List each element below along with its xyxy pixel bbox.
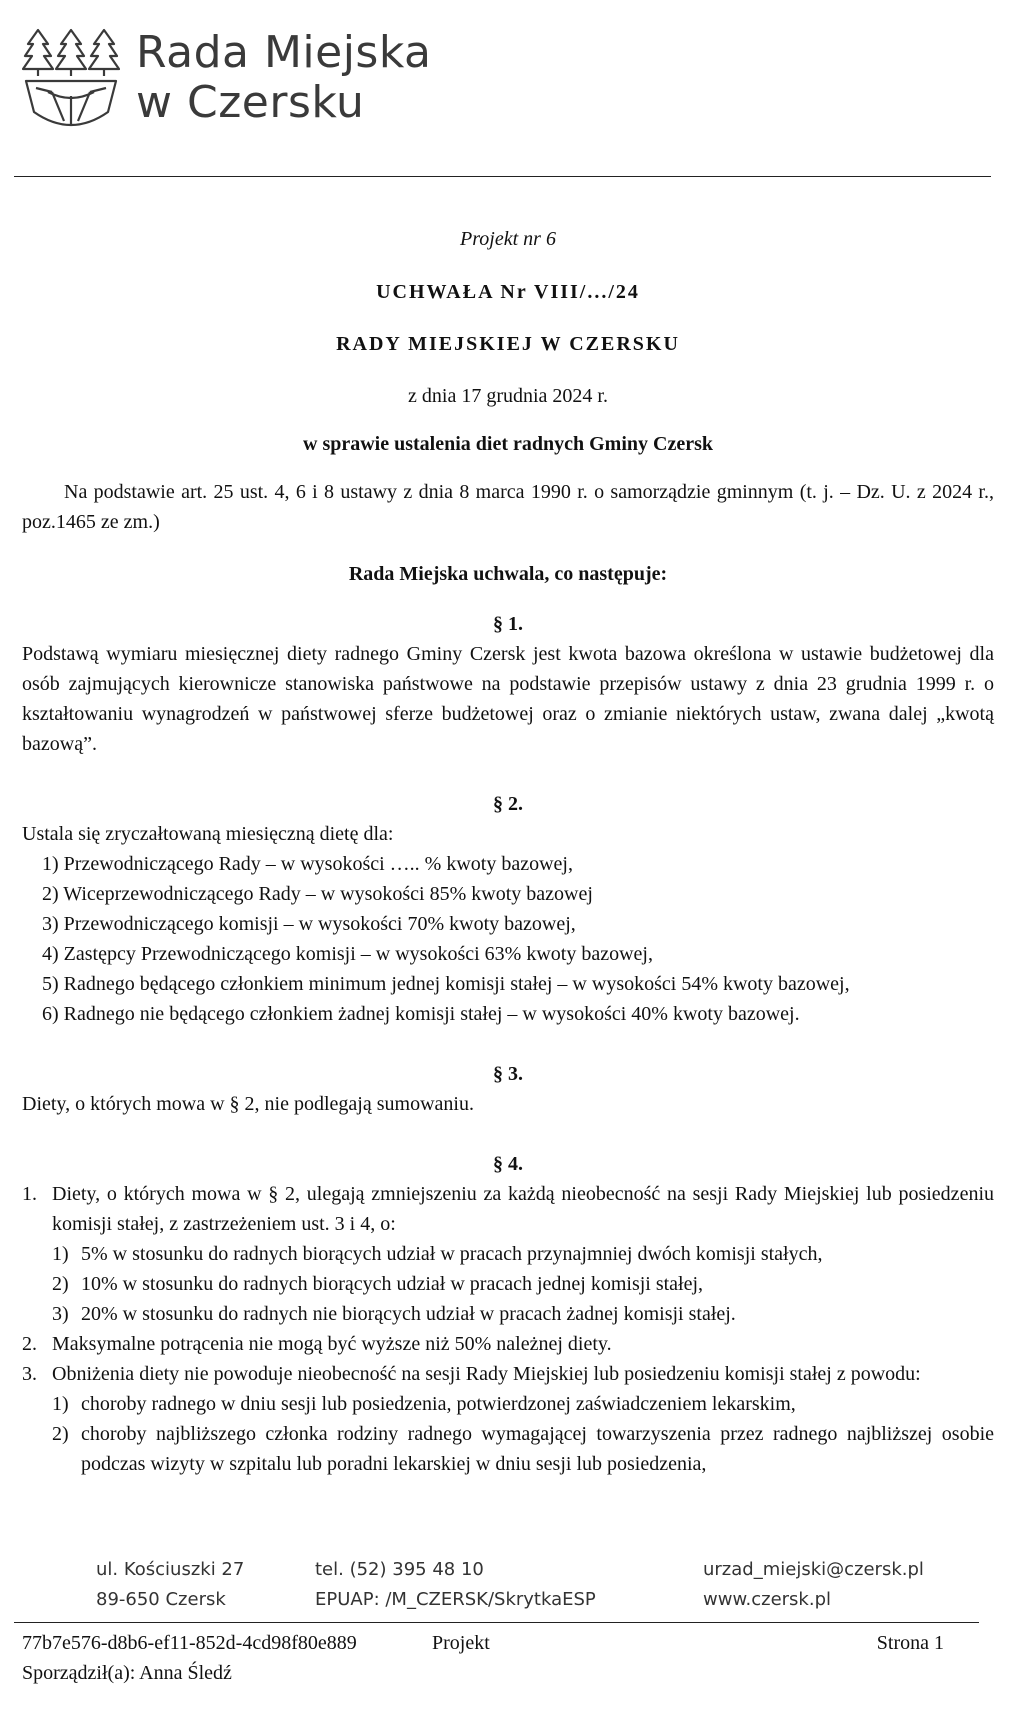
sub-item-text: choroby radnego w dniu sesji lub posiedzenia, potwierdzonej zaświadczeniem lekarskim, <box>81 1393 796 1415</box>
list-item: 4) Zastępcy Przewodniczącego komisji – w wysokości 63% kwoty bazowej, <box>42 943 653 965</box>
website-link[interactable]: www.czersk.pl <box>703 1589 832 1610</box>
project-number: Projekt nr 6 <box>460 228 556 250</box>
sub-list <box>22 1239 994 1329</box>
sub-item-text: choroby najbliższego członka rodziny radnego wymagającej towarzyszenia przez radnego najbliższej osobie podczas wizyty w szpitalu lub poradni lekarskiej w dniu sesji lub posiedzenia, <box>81 1423 994 1475</box>
sub-item-text: 20% w stosunku do radnych nie biorących udział w pracach żadnej komisji stałej. <box>81 1303 736 1325</box>
diet-rates-list <box>22 849 994 1029</box>
legal-basis: Na podstawie art. 25 ust. 4, 6 i 8 ustawy z dnia 8 marca 1990 r. o samorządzie gminnym (t. j. – Dz. U. z 2024 r., poz.1465 ze zm.) <box>22 481 994 533</box>
document-author: Sporządził(a): Anna Śledź <box>22 1662 232 1684</box>
list-item: 6) Radnego nie będącego członkiem żadnej komisji stałej – w wysokości 40% kwoty bazowej. <box>42 1003 800 1025</box>
sub-item-number: 2) <box>52 1423 69 1445</box>
section-2-heading: § 2. <box>493 793 523 815</box>
section-1-heading: § 1. <box>493 613 523 635</box>
czersk-crest-logo <box>22 26 120 131</box>
sub-list <box>22 1389 994 1479</box>
logo-line-1: Rada Miejska <box>136 27 432 78</box>
sub-item <box>22 1419 994 1479</box>
item-text: Diety, o których mowa w § 2, ulegają zmniejszeniu za każdą nieobecność na sesji Rady Miejskiej lub posiedzeniu komisji stałej, z zastrzeżeniem ust. 3 i 4, o: <box>52 1183 994 1235</box>
item-number: 1. <box>22 1183 37 1205</box>
document-id: 77b7e576-d8b6-ef11-852d-4cd98f80e889 <box>22 1632 357 1654</box>
sub-item-text: 10% w stosunku do radnych biorących udział w pracach jednej komisji stałej, <box>81 1273 704 1295</box>
list-item: 2) Wiceprzewodniczącego Rady – w wysokości 85% kwoty bazowej <box>42 883 593 905</box>
footer-web <box>703 1555 924 1615</box>
item-number: 3. <box>22 1363 37 1385</box>
sub-item <box>22 1239 994 1269</box>
section-4-list <box>22 1179 994 1479</box>
phone-number: tel. (52) 395 48 10 <box>315 1559 484 1580</box>
footer-contact-info <box>96 1555 976 1615</box>
list-item: 5) Radnego będącego członkiem minimum jednej komisji stałej – w wysokości 54% kwoty bazowej, <box>42 973 850 995</box>
section-1-text: Podstawą wymiaru miesięcznej diety radnego Gminy Czersk jest kwota bazowa określona w ustawie budżetowej dla osób zajmujących kierownicze stanowiska państwowe na podstawie przepisów ustawy z dnia 23 grudnia 1999 r. o kształtowaniu wynagrodzeń w państwowej sferze budżetowej oraz o zmianie niektórych ustaw, zwana dalej „kwotą bazową”. <box>22 643 994 755</box>
section-3-text: Diety, o których mowa w § 2, nie podlegają sumowaniu. <box>22 1093 474 1115</box>
section-2-intro: Ustala się zryczałtowaną miesięczną dietę dla: <box>22 823 394 845</box>
section-3-heading: § 3. <box>493 1063 523 1085</box>
sub-item-number: 1) <box>52 1243 69 1265</box>
resolution-issuer: RADY MIEJSKIEJ W CZERSKU <box>336 333 680 355</box>
page-number: Strona 1 <box>876 1632 944 1654</box>
epuap-address: EPUAP: /M_CZERSK/SkrytkaESP <box>315 1589 596 1610</box>
logo-line-2: w Czersku <box>136 77 365 128</box>
sub-item-number: 2) <box>52 1273 69 1295</box>
document-status: Projekt <box>432 1632 490 1654</box>
sub-item-number: 3) <box>52 1303 69 1325</box>
sub-item <box>22 1269 994 1299</box>
resolves-statement: Rada Miejska uchwala, co następuje: <box>348 563 668 585</box>
list-item <box>22 1179 994 1329</box>
item-text: Maksymalne potrącenia nie mogą być wyższe niż 50% należnej diety. <box>52 1333 612 1355</box>
item-text: Obniżenia diety nie powoduje nieobecność na sesji Rady Miejskiej lub posiedzeniu komisji stałej z powodu: <box>52 1363 921 1385</box>
list-item: 1) Przewodniczącego Rady – w wysokości ….. % kwoty bazowej, <box>42 853 573 875</box>
resolution-date: z dnia 17 grudnia 2024 r. <box>408 385 608 407</box>
list-item <box>22 1329 994 1359</box>
sub-item <box>22 1299 994 1329</box>
sub-item-number: 1) <box>52 1393 69 1415</box>
footer-phone-epuap <box>315 1555 596 1615</box>
header-divider <box>14 176 991 177</box>
footer-divider <box>14 1622 979 1623</box>
letterhead <box>22 26 982 131</box>
address-city: 89-650 Czersk <box>96 1589 226 1610</box>
item-number: 2. <box>22 1333 37 1355</box>
footer-address <box>96 1555 244 1615</box>
address-street: ul. Kościuszki 27 <box>96 1559 245 1580</box>
list-item: 3) Przewodniczącego komisji – w wysokości 70% kwoty bazowej, <box>42 913 576 935</box>
list-item <box>22 1359 994 1479</box>
resolution-title: UCHWAŁA Nr VIII/.../24 <box>376 281 640 303</box>
footer-metadata <box>22 1628 942 1688</box>
section-4-heading: § 4. <box>493 1153 523 1175</box>
council-name-logo-text <box>136 28 432 128</box>
sub-item-text: 5% w stosunku do radnych biorących udział w pracach przynajmniej dwóch komisji stałych, <box>81 1243 823 1265</box>
resolution-subject: w sprawie ustalenia diet radnych Gminy Czersk <box>303 433 713 455</box>
resolution-document <box>22 224 994 1479</box>
sub-item <box>22 1389 994 1419</box>
email-link[interactable]: urzad_miejski@czersk.pl <box>703 1559 924 1580</box>
